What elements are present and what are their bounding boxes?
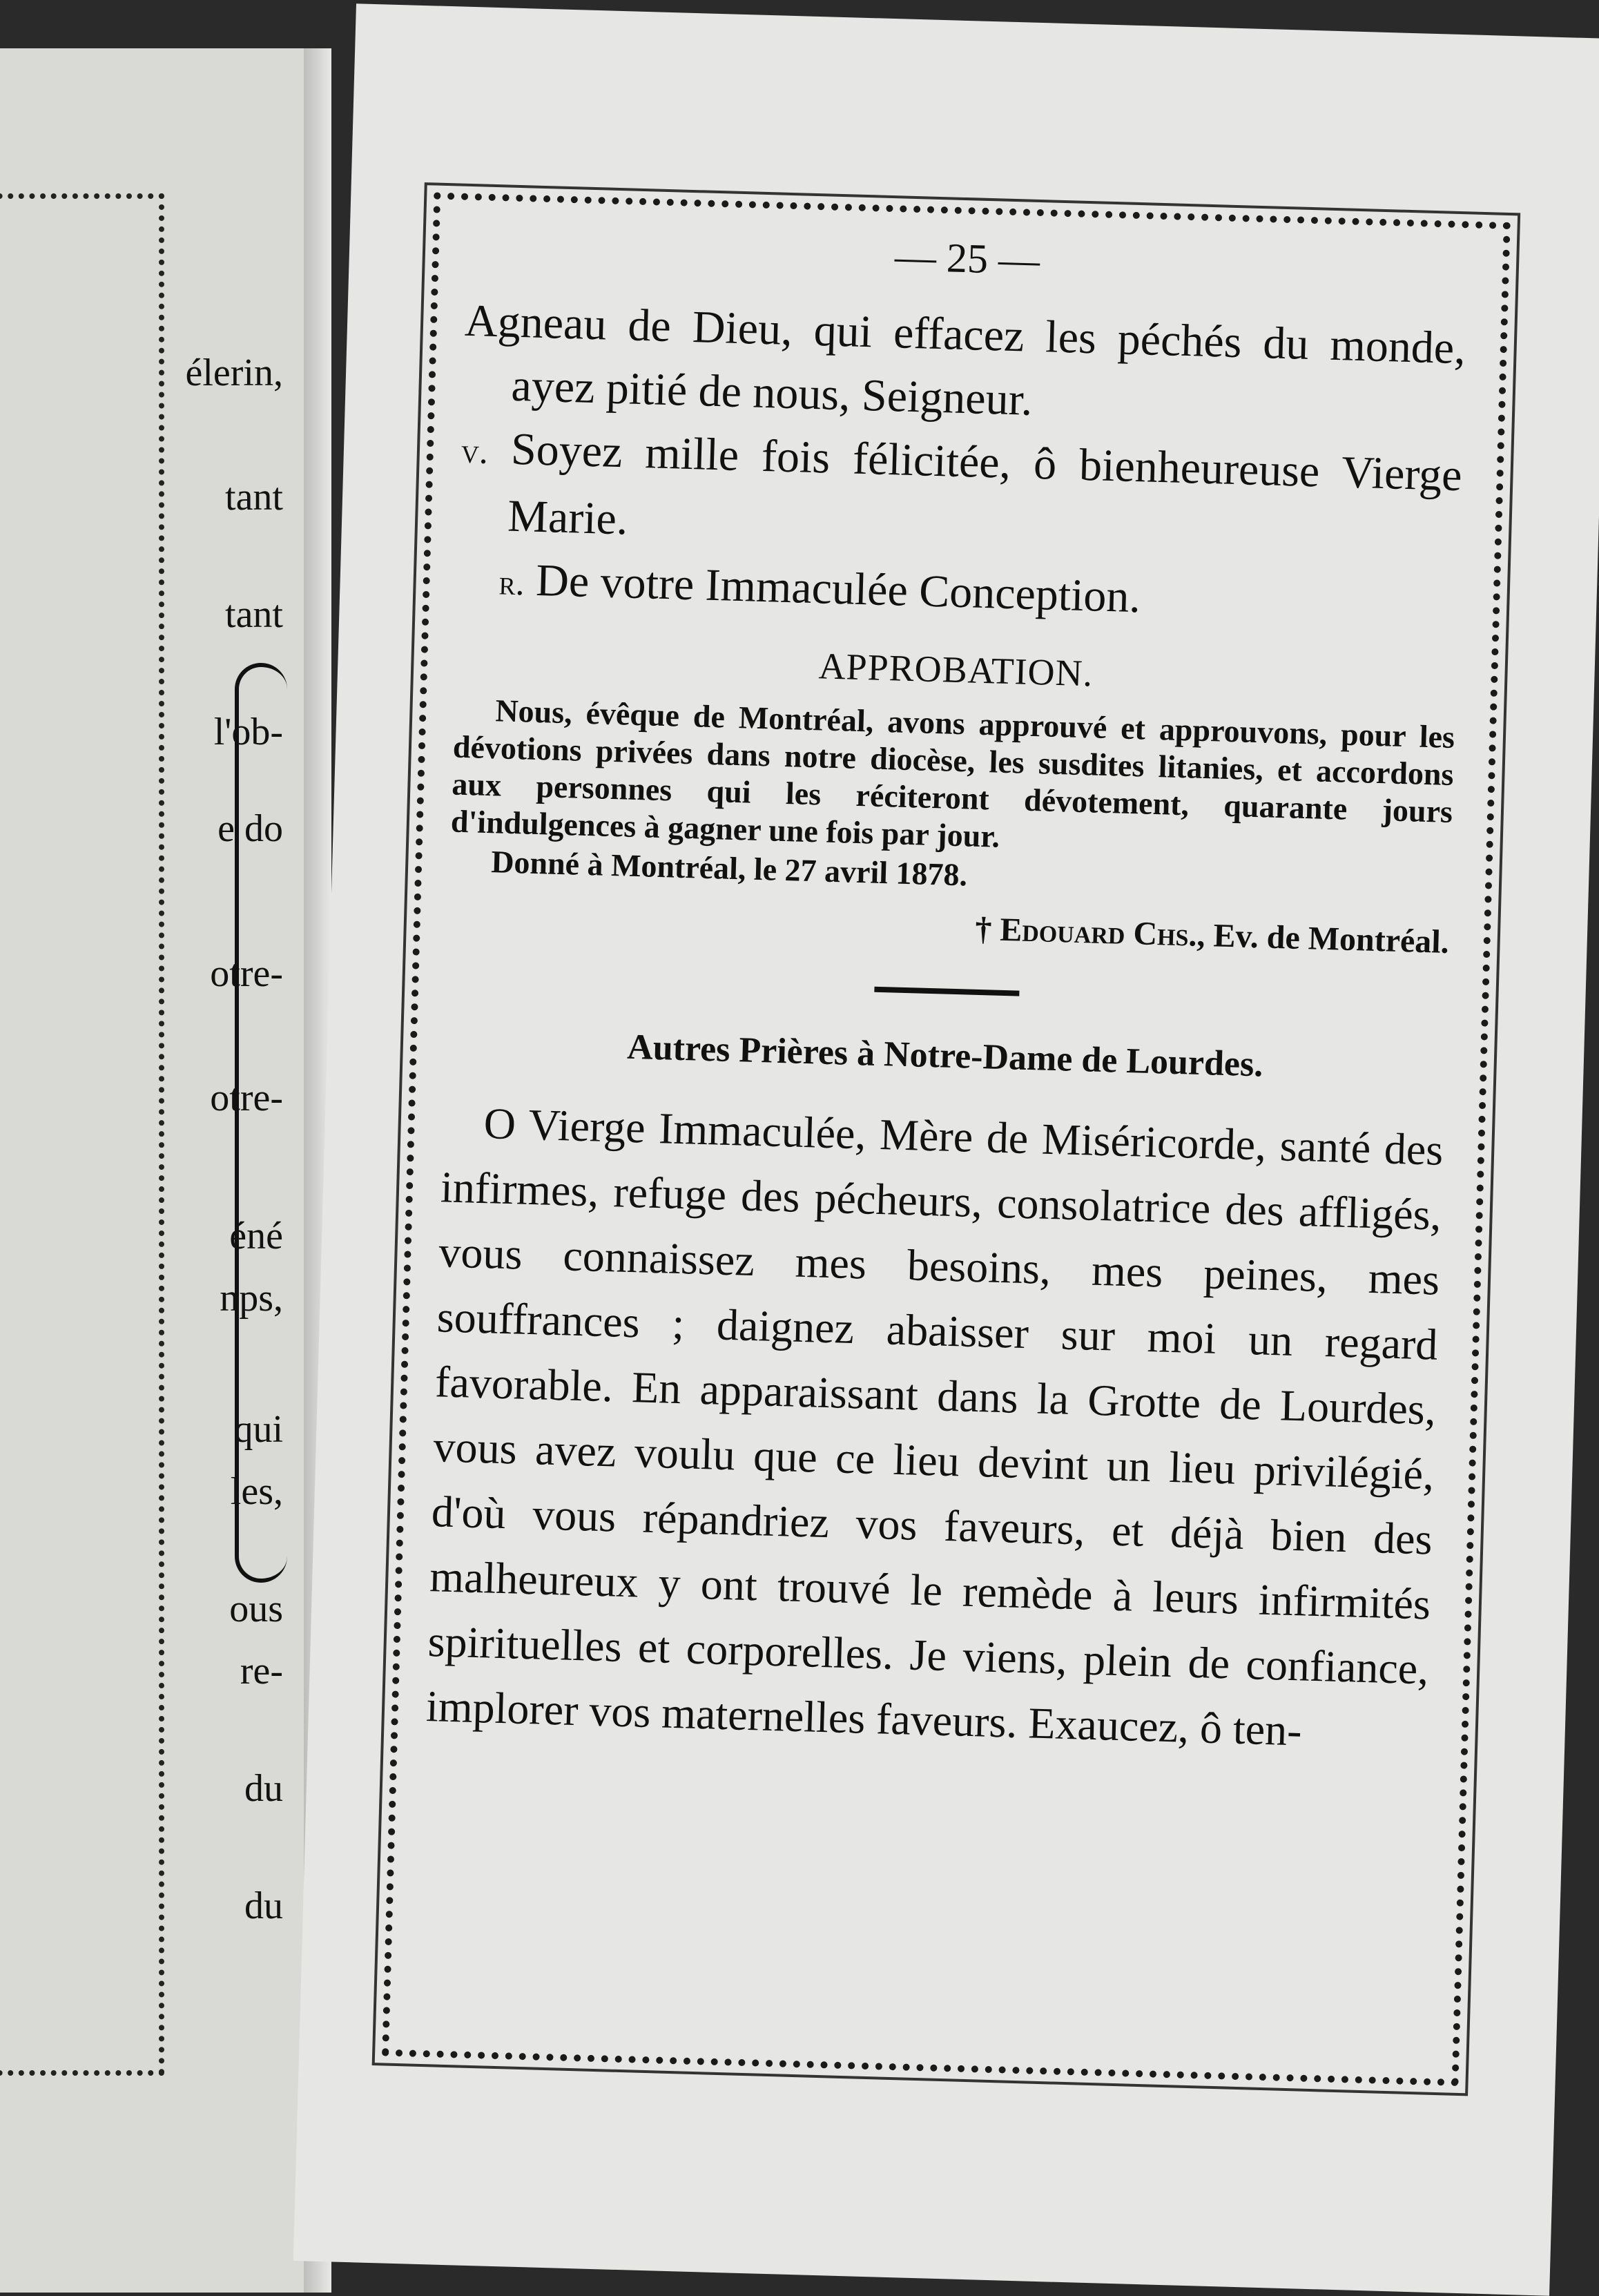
versicle-text: Soyez mille fois félicitée, ô bienheureuse Vierge Marie. <box>507 423 1463 545</box>
versicle-label: v. <box>461 431 489 472</box>
left-fragment: otre- <box>210 952 283 995</box>
signature-name: Edouard Chs. <box>999 911 1198 954</box>
left-fragment: du <box>244 1884 283 1927</box>
left-page-border <box>0 193 164 2076</box>
prayer-text: O Vierge Immaculée, Mère de Miséricorde, santé des infirmes, refuge des pécheurs, consolatrice des affligés, vous connaissez mes besoins, mes peines, mes souffrances ; daignez abaisser sur moi un regard favorable. En apparaissant dans la Grotte de Lourdes, vous avez voulu que ce lieu devint un lieu privilégié, d'où vous répandriez vos faveurs, et déjà bien des malheureux y ont trouvé le remède à leurs infirmités spirituelles et corporelles. Je viens, plein de confiance, implorer vos maternelles faveurs. Exaucez, ô ten- <box>425 1099 1444 1755</box>
left-fragment: élerin, <box>185 351 283 394</box>
left-fragment: e do <box>217 807 283 850</box>
approbation-date: Donné à Montréal, le 27 avril 1878. <box>490 844 968 893</box>
left-fragment: l'ob- <box>213 711 283 753</box>
page-content <box>425 221 1469 1767</box>
page-number: — 25 — <box>894 233 1040 284</box>
section-divider <box>874 987 1019 996</box>
binding-thread <box>235 663 287 1583</box>
left-fragment: ous <box>229 1588 283 1630</box>
left-fragment: nps, <box>220 1277 283 1320</box>
signature-suffix: , Ev. de Montréal. <box>1196 916 1450 961</box>
prayer-title: Autres Prières à Notre-Dame de Lourdes. <box>626 1027 1264 1085</box>
left-fragment: tant <box>225 476 283 519</box>
approbation-heading: APPROBATION. <box>817 645 1094 695</box>
response-label: r. <box>498 563 525 604</box>
response-text: De votre Immaculée Conception. <box>535 554 1141 623</box>
left-fragment: tant <box>225 593 283 636</box>
left-fragment: otre- <box>210 1077 283 1119</box>
approbation-text: Nous, évêque de Montréal, avons approuvé et approuvons, pour les dévotions privées dans notre diocèse, les susdites litanies, et accordons aux personnes qui les réciteront dévotement, quarante jours d'indulgences à gagner une fois par jour. <box>450 693 1455 854</box>
left-fragment: re- <box>240 1650 283 1692</box>
left-fragment: les, <box>230 1470 283 1513</box>
signature-prefix: † <box>974 910 1001 948</box>
left-fragment: du <box>244 1767 283 1810</box>
left-fragment: éné <box>229 1215 283 1257</box>
left-fragment: qui <box>233 1408 283 1451</box>
litany-line: Agneau de Dieu, qui effacez les péchés du monde, ayez pitié de nous, Seigneur. <box>464 295 1466 425</box>
right-page <box>293 3 1599 2296</box>
